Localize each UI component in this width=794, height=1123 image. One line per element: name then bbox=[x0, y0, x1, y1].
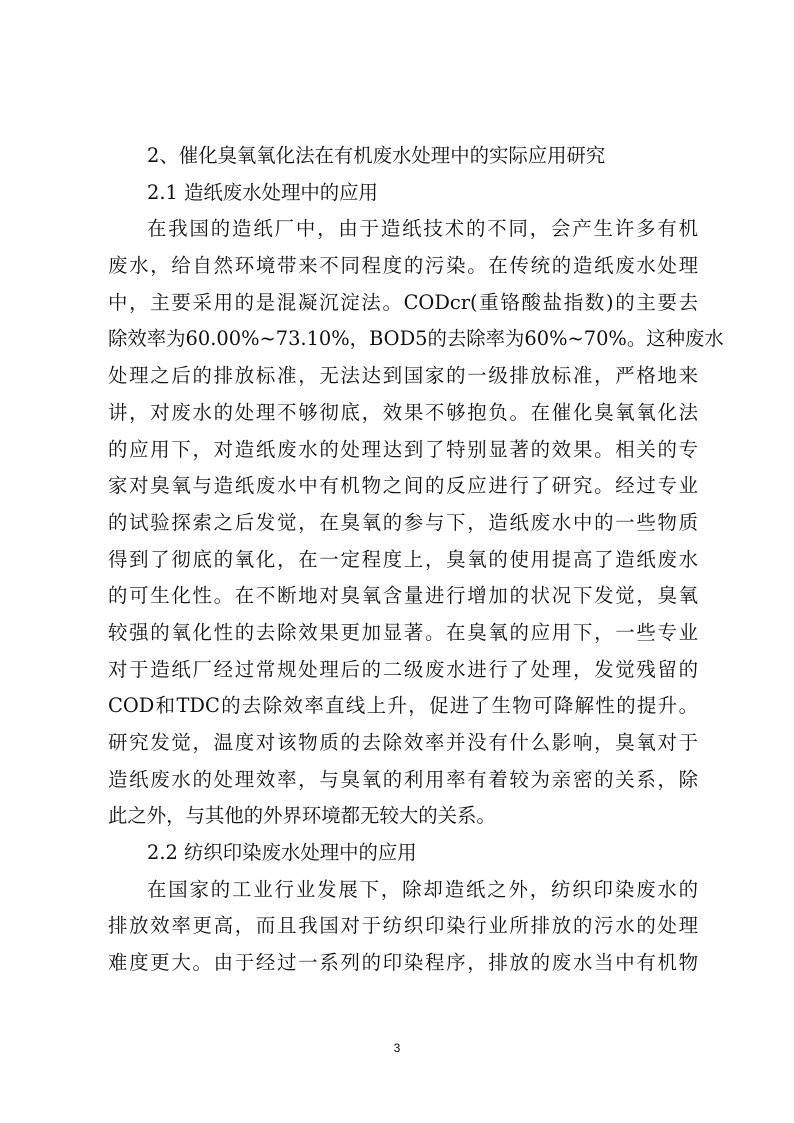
paragraph-2-1 bbox=[108, 211, 724, 835]
paragraph-line: 此之外，与其他的外界环境都无较大的关系。 bbox=[108, 804, 496, 828]
paragraph-line: 中，主要采用的是混凝沉淀法。CODcr(重铬酸盐指数)的主要去 bbox=[108, 290, 698, 314]
paragraph-line: 除效率为60.00%~73.10%，BOD5的去除率为60%~70%。这种废水 bbox=[108, 327, 724, 351]
paragraph-line: 较强的氧化性的去除效果更加显著。在臭氧的应用下，一些专业 bbox=[108, 620, 698, 644]
subsection-title-2-2: 2.2 纺织印染废水处理中的应用 bbox=[147, 841, 417, 865]
paragraph-line: 得到了彻底的氧化，在一定程度上，臭氧的使用提高了造纸废水 bbox=[108, 547, 698, 571]
paragraph-line: 研究发觉，温度对该物质的去除效率并没有什么影响，臭氧对于 bbox=[108, 731, 698, 754]
subsection-title-2-1: 2.1 造纸废水处理中的应用 bbox=[147, 180, 378, 204]
paragraph-2-2 bbox=[108, 872, 698, 982]
page-number: 3 bbox=[393, 1041, 401, 1055]
paragraph-line: 在我国的造纸厂中，由于造纸技术的不同，会产生许多有机 bbox=[147, 217, 698, 241]
paragraph-line: 难度更大。由于经过一系列的印染程序，排放的废水当中有机物 bbox=[108, 951, 698, 975]
paragraph-line: 讲，对废水的处理不够彻底，效果不够抱负。在催化臭氧氧化法 bbox=[108, 400, 698, 424]
paragraph-line: 家对臭氧与造纸废水中有机物之间的反应进行了研究。经过专业 bbox=[108, 474, 698, 498]
paragraph-line: COD和TDC的去除效率直线上升，促进了生物可降解性的提升。 bbox=[108, 694, 698, 718]
paragraph-line: 的可生化性。在不断地对臭氧含量进行增加的状况下发觉，臭氧 bbox=[108, 584, 698, 608]
paragraph-line: 的试验探索之后发觉，在臭氧的参与下，造纸废水中的一些物质 bbox=[108, 510, 698, 534]
paragraph-line: 对于造纸厂经过常规处理后的二级废水进行了处理，发觉残留的 bbox=[108, 657, 698, 681]
paragraph-line: 排放效率更高，而且我国对于纺织印染行业所排放的污水的处理 bbox=[108, 914, 698, 938]
paragraph-line: 废水，给自然环境带来不同程度的污染。在传统的造纸废水处理 bbox=[108, 254, 698, 278]
document-body bbox=[108, 138, 724, 982]
paragraph-line: 的应用下，对造纸废水的处理达到了特别显著的效果。相关的专 bbox=[108, 437, 698, 461]
paragraph-line: 处理之后的排放标准，无法达到国家的一级排放标准，严格地来 bbox=[108, 364, 698, 388]
paragraph-line: 造纸废水的处理效率，与臭氧的利用率有着较为亲密的关系，除 bbox=[108, 767, 698, 791]
paragraph-line: 在国家的工业行业发展下，除却造纸之外，纺织印染废水的 bbox=[147, 877, 698, 901]
section-title: 2、催化臭氧氧化法在有机废水处理中的实际应用研究 bbox=[147, 144, 606, 167]
